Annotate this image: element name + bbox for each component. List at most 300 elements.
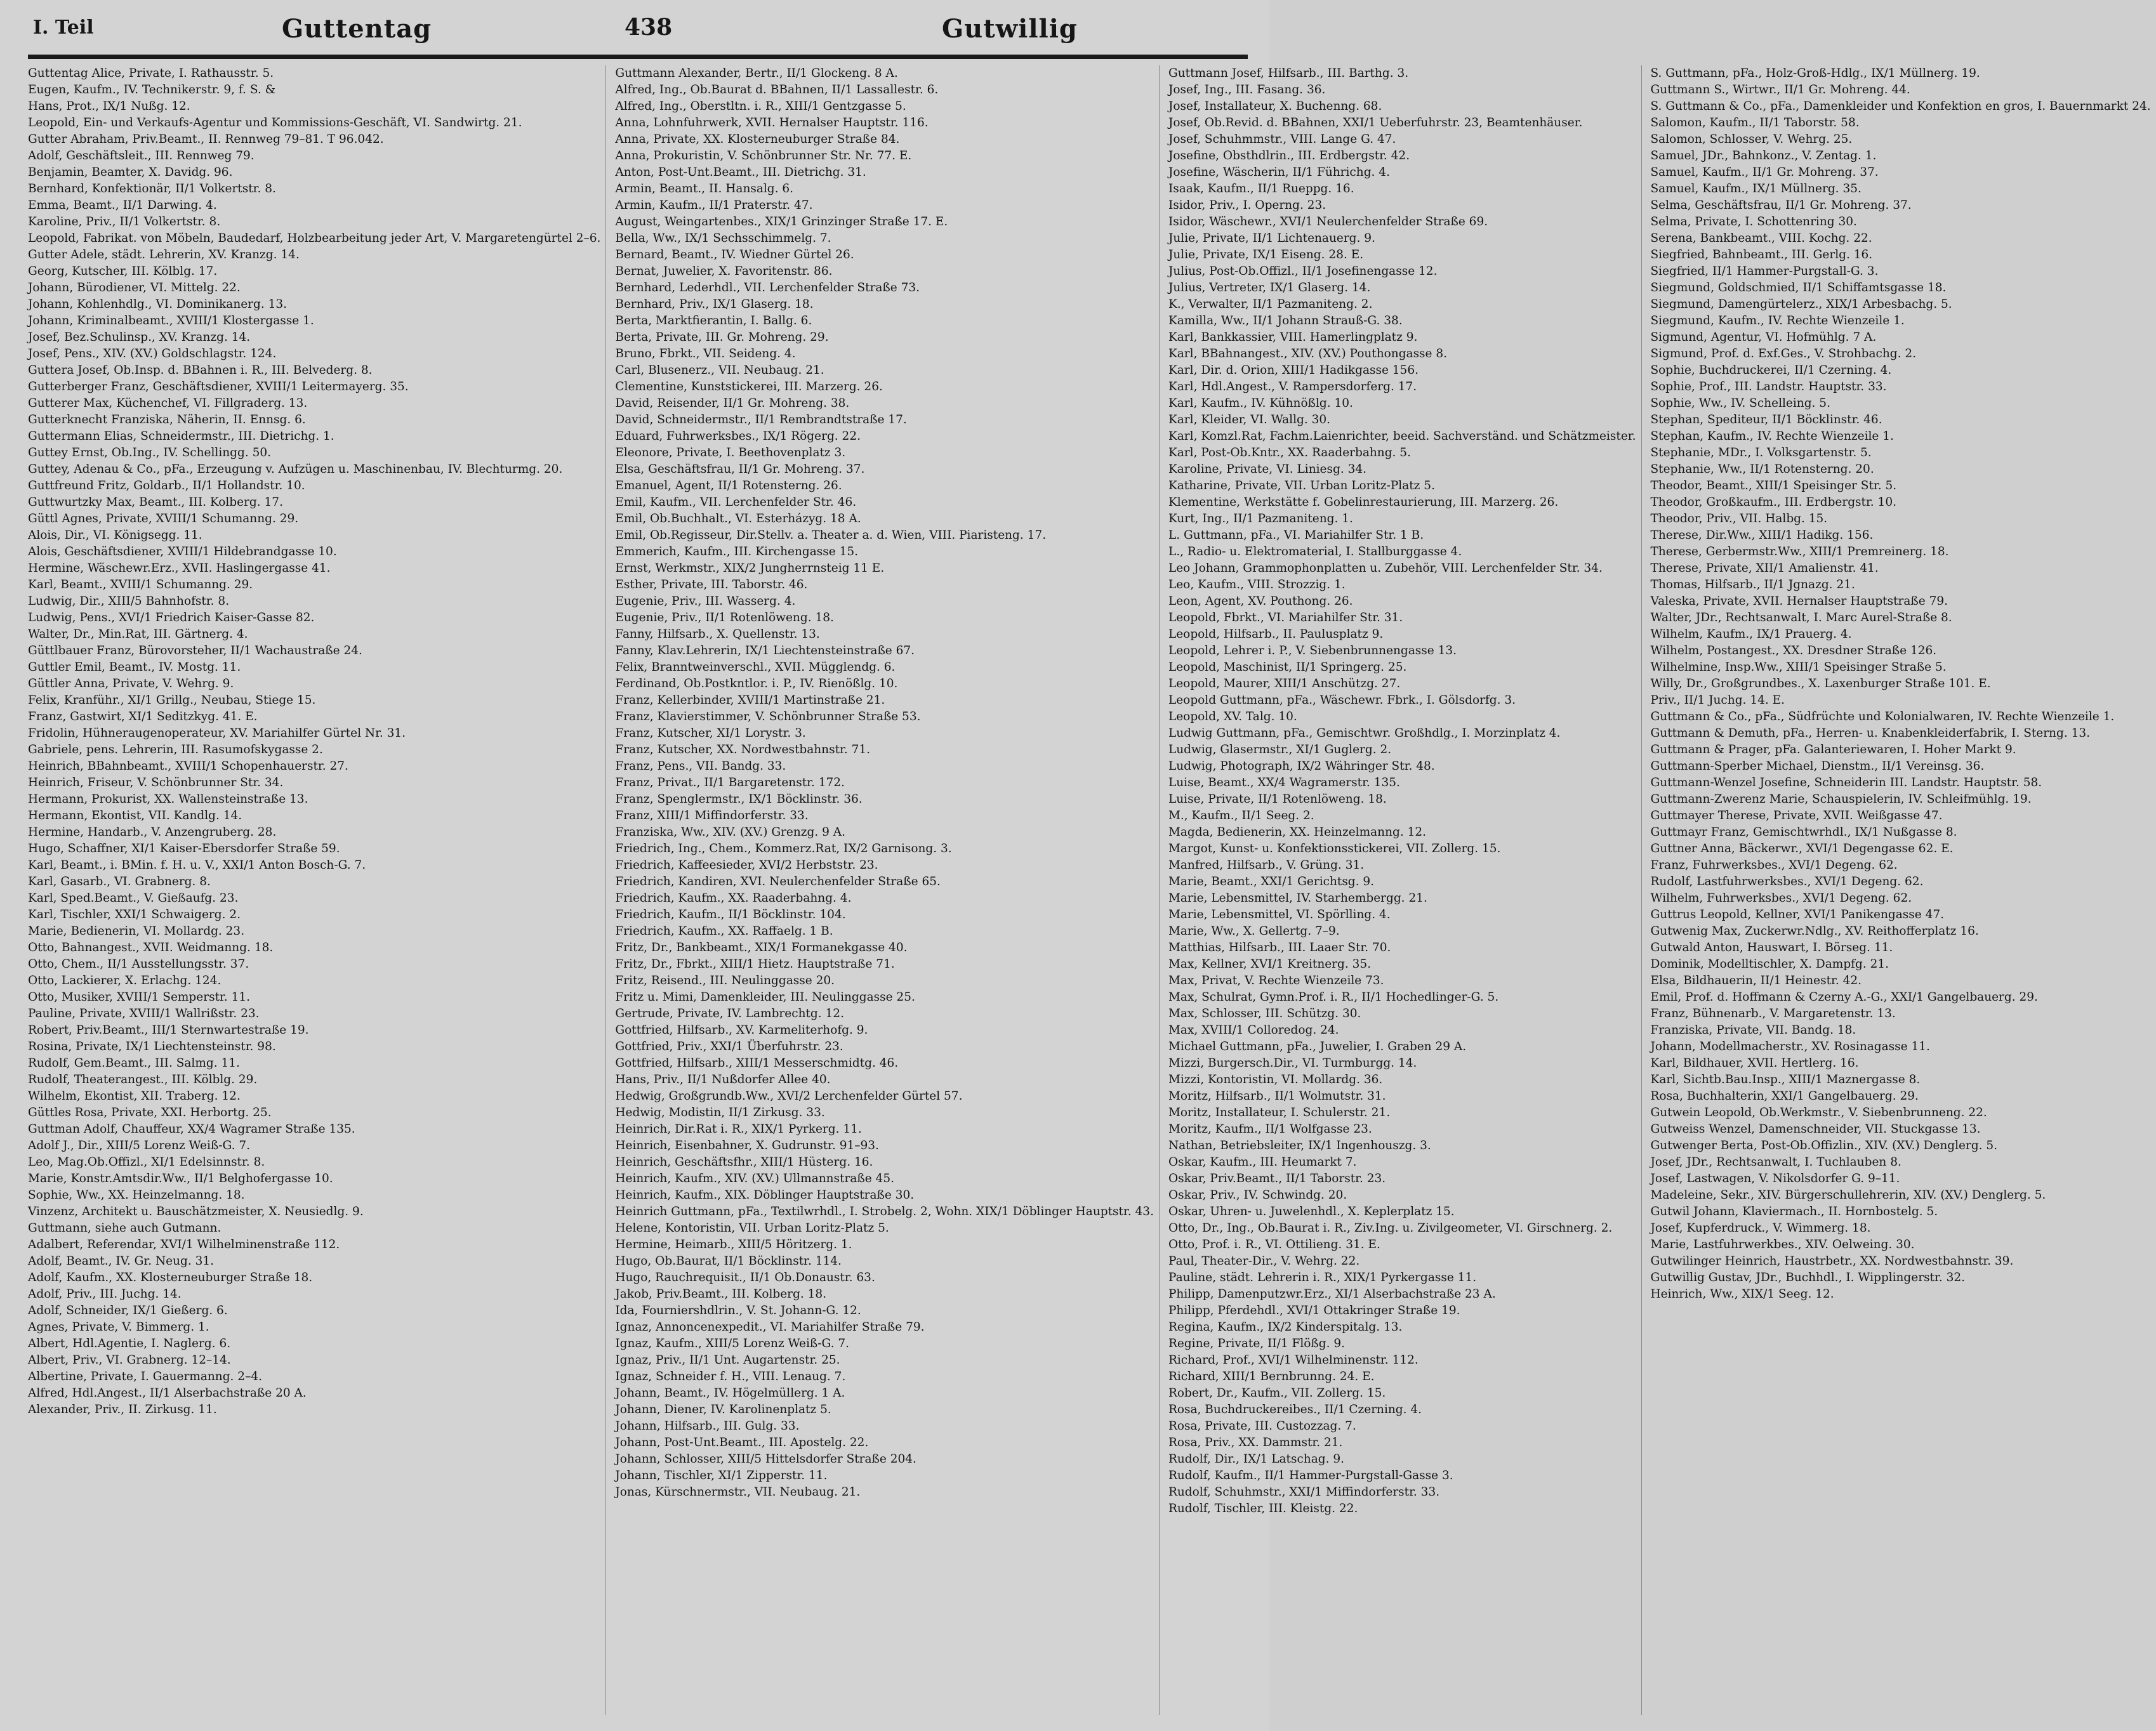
directory-entry: Hans, Prot., IX/1 Nußg. 12. [28,100,190,113]
directory-entry: Adolf, Beamt., IV. Gr. Neug. 31. [28,1254,215,1268]
directory-entry: Helene, Kontoristin, VII. Urban Loritz-Platz 5. [615,1221,889,1235]
directory-entry: Guttman Adolf, Chauffeur, XX/4 Wagramer Straße 135. [28,1122,355,1136]
directory-entry: Rudolf, Lastfuhrwerksbes., XVI/1 Degeng. 62. [1650,875,1924,888]
directory-entry: Agnes, Private, V. Bimmerg. 1. [28,1320,209,1334]
directory-entry: Leopold, Maschinist, II/1 Springerg. 25. [1168,661,1407,674]
directory-entry: Regine, Private, II/1 Flößg. 9. [1168,1337,1346,1350]
directory-entry: Heinrich, BBahnbeamt., XVIII/1 Schopenhauerstr. 27. [28,760,348,773]
directory-entry: Josef, Ob.Revid. d. BBahnen, XXI/1 Ueberfuhrstr. 23, Beamtenhäuser. [1168,116,1583,129]
directory-entry: Gottfried, Hilfsarb., XIII/1 Messerschmidtg. 46. [615,1056,899,1070]
directory-entry: Armin, Beamt., II. Hansalg. 6. [615,182,794,195]
directory-entry: Güttl Agnes, Private, XVIII/1 Schumanng. 29. [28,512,299,525]
directory-entry: Max, Schulrat, Gymn.Prof. i. R., II/1 Hochedlinger-G. 5. [1168,991,1499,1004]
directory-entry: Emil, Kaufm., VII. Lerchenfelder Str. 46. [615,496,857,509]
directory-entry: Karl, Gasarb., VI. Grabnerg. 8. [28,875,211,888]
directory-entry: Oskar, Kaufm., III. Heumarkt 7. [1168,1155,1357,1169]
directory-entry: Wilhelm, Ekontist, XII. Traberg. 12. [28,1089,241,1103]
directory-entry: Vinzenz, Architekt u. Bauschätzmeister, X. Neusiedlg. 9. [28,1205,364,1218]
columns [28,65,2151,1715]
part-label: I. Teil [33,16,94,39]
directory-entry: Franz, Pens., VII. Bandg. 33. [615,760,786,773]
directory-entry: Magda, Bedienerin, XX. Heinzelmanng. 12. [1168,826,1427,839]
directory-entry: Luise, Private, II/1 Rotenlöweng. 18. [1168,793,1387,806]
directory-entry: Johann, Beamt., IV. Högelmüllerg. 1 A. [615,1386,845,1400]
directory-entry: Ignaz, Annoncenexpedit., VI. Mariahilfer Straße 79. [615,1320,925,1334]
directory-entry: Hermann, Prokurist, XX. Wallensteinstraße 13. [28,793,308,806]
directory-entry: Sophie, Ww., IV. Schellеing. 5. [1650,397,1830,410]
directory-entry: Anton, Post-Unt.Beamt., III. Dietrichg. 31. [615,166,866,179]
directory-entry: Otto, Prof. i. R., VI. Ottilieng. 31. E. [1168,1238,1380,1251]
directory-entry: Bernard, Beamt., IV. Wiedner Gürtel 26. [615,248,854,261]
directory-entry: Philipp, Damenputzwr.Erz., XI/1 Alserbachstraße 23 A. [1168,1287,1496,1301]
directory-entry: Kurt, Ing., II/1 Pazmaniteng. 1. [1168,512,1353,525]
directory-entry: Franz, Privat., II/1 Bargaretenstr. 172. [615,776,845,789]
directory-entry: Fridolin, Hühneraugenoperateur, XV. Mariahilfer Gürtel Nr. 31. [28,727,406,740]
directory-entry: Hermann, Ekontist, VII. Kandlg. 14. [28,809,242,822]
directory-entry: Luise, Beamt., XX/4 Wagramerstr. 135. [1168,776,1400,789]
directory-entry: Berta, Marktfierantin, I. Ballg. 6. [615,314,812,327]
directory-entry: Max, Kellner, XVI/1 Kreitnerg. 35. [1168,958,1372,971]
directory-entry: Franz, XIII/1 Miffindorferstr. 33. [615,809,809,822]
directory-entry: M., Kaufm., II/1 Seeg. 2. [1168,809,1314,822]
directory-entry: Heinrich, Eisenbahner, X. Gudrunstr. 91–93. [615,1139,879,1152]
directory-entry: Gutter Abraham, Priv.Beamt., II. Rennweg 79–81. T 96.042. [28,133,384,146]
column-3 [1168,65,1642,1715]
directory-entry: Gutweiss Wenzel, Damenschneider, VII. Stuckgasse 13. [1650,1122,1981,1136]
directory-entry: Bernat, Juwelier, X. Favoritenstr. 86. [615,265,833,278]
directory-entry: Willy, Dr., Großgrundbes., X. Laxenburger Straße 101. E. [1650,677,1991,690]
directory-entry: Elsa, Geschäftsfrau, II/1 Gr. Mohreng. 37. [615,463,865,476]
directory-entry: Margot, Kunst- u. Konfektionsstickerei, VII. Zollerg. 15. [1168,842,1501,855]
directory-entry: Friedrich, Kaufm., II/1 Böcklinstr. 104. [615,908,846,921]
directory-entry: Ludwig, Dir., XIII/5 Bahnhofstr. 8. [28,595,230,608]
directory-entry: Rudolf, Theaterangest., III. Kölblg. 29. [28,1073,258,1086]
directory-entry: Guttler Emil, Beamt., IV. Mostg. 11. [28,661,241,674]
directory-entry: Karl, Dir. d. Orion, XIII/1 Hadikgasse 156. [1168,364,1419,377]
directory-entry: Sophie, Buchdruckerei, II/1 Czerning. 4. [1650,364,1892,377]
directory-entry: Gertrude, Private, IV. Lambrechtg. 12. [615,1007,844,1020]
directory-entry: Gutter Adele, städt. Lehrerin, XV. Kranzg. 14. [28,248,300,261]
directory-entry: Albert, Priv., VI. Grabnerg. 12–14. [28,1353,231,1367]
directory-entry: Siegmund, Damengürtelerz., XIX/1 Arbesbachg. 5. [1650,298,1952,311]
directory-entry: Walter, JDr., Rechtsanwalt, I. Marc Aurel-Straße 8. [1650,611,1952,624]
directory-entry: Josef, Bez.Schulinsp., XV. Kranzg. 14. [28,331,251,344]
directory-entry: Ludwig, Photograph, IX/2 Währinger Str. 48. [1168,760,1435,773]
directory-entry: Sigmund, Prof. d. Exf.Ges., V. Strohbachg. 2. [1650,347,1917,360]
directory-entry: Heinrich, Kaufm., XIV. (XV.) Ullmannstraße 45. [615,1172,894,1185]
directory-entry: Julius, Post-Ob.Offizl., II/1 Josefinengasse 12. [1168,265,1438,278]
directory-entry: Richard, Prof., XVI/1 Wilhelminenstr. 112. [1168,1353,1419,1367]
directory-entry: Leopold Guttmann, pFa., Wäschewr. Fbrk., I. Gölsdorfg. 3. [1168,694,1516,707]
directory-entry: Johann, Post-Unt.Beamt., III. Apostelg. 22. [615,1436,869,1449]
directory-entry: Guttmann-Zwerenz Marie, Schauspielerin, IV. Schleifmühlg. 19. [1650,793,2032,806]
directory-entry: Fritz, Reisend., III. Neulinggasse 20. [615,974,835,987]
directory-entry: Thomas, Hilfsarb., II/1 Jgnazg. 21. [1650,578,1855,591]
directory-entry: Wilhelm, Kaufm., IX/1 Prauerg. 4. [1650,628,1852,641]
directory-entry: Emil, Ob.Buchhalt., VI. Esterházyg. 18 A. [615,512,861,525]
directory-entry: Gutwilinger Heinrich, Haustrbetr., XX. Nordwestbahnstr. 39. [1650,1254,2014,1268]
directory-entry: Oskar, Priv.Beamt., II/1 Taborstr. 23. [1168,1172,1386,1185]
page-header [28,11,1248,46]
directory-entry: Julie, Private, II/1 Lichtenauerg. 9. [1168,232,1375,245]
directory-entry: Karl, BBahnangest., XIV. (XV.) Pouthongasse 8. [1168,347,1448,360]
directory-entry: Georg, Kutscher, III. Kölblg. 17. [28,265,218,278]
header-rule [28,55,1248,59]
directory-entry: Guttmann Josef, Hilfsarb., III. Barthg. 3. [1168,67,1409,80]
directory-entry: Friedrich, Kandiren, XVI. Neulerchenfelder Straße 65. [615,875,941,888]
directory-entry: Guttey Ernst, Ob.Ing., IV. Schellingg. 50. [28,446,272,459]
directory-entry: Emil, Ob.Regisseur, Dir.Stellv. a. Theater a. d. Wien, VIII. Piaristeng. 17. [615,529,1047,542]
directory-entry: Heinrich, Dir.Rat i. R., XIX/1 Pyrkerg. 11. [615,1122,862,1136]
directory-entry: Guttmann S., Wirtwr., II/1 Gr. Mohreng. 44. [1650,83,1910,96]
directory-entry: Guttmann & Demuth, pFa., Herren- u. Knabenkleiderfabrik, I. Sterng. 13. [1650,727,2091,740]
directory-entry: Josef, Ing., III. Fasang. 36. [1168,83,1326,96]
directory-entry: Gutterknecht Franziska, Näherin, II. Ennsg. 6. [28,413,306,426]
directory-entry: Leopold, Maurer, XIII/1 Anschützg. 27. [1168,677,1401,690]
directory-entry: Karoline, Priv., II/1 Volkertstr. 8. [28,215,221,228]
directory-entry: Samuel, Kaufm., IX/1 Müllnerg. 35. [1650,182,1862,195]
directory-entry: S. Guttmann & Co., pFa., Damenkleider und Konfektion en gros, I. Bauernmarkt 24. [1650,100,2151,113]
directory-entry: Leopold, Hilfsarb., II. Paulusplatz 9. [1168,628,1384,641]
column-4 [1651,65,2156,1715]
directory-entry: Theodor, Beamt., XIII/1 Speisinger Str. 5. [1650,479,1897,492]
directory-entry: Guttmann, siehe auch Gutmann. [28,1221,222,1235]
directory-entry: Therese, Private, XII/1 Amalienstr. 41. [1650,562,1879,575]
directory-entry: Bernhard, Lederhdl., VII. Lerchenfelder Straße 73. [615,281,920,294]
directory-entry: Berta, Private, III. Gr. Mohreng. 29. [615,331,829,344]
directory-entry: Guttera Josef, Ob.Insp. d. BBahnen i. R., III. Belvederg. 8. [28,364,373,377]
directory-entry: Isaak, Kaufm., II/1 Rueppg. 16. [1168,182,1354,195]
directory-entry: Johann, Kohlenhdlg., VI. Dominikanerg. 13. [28,298,288,311]
directory-entry: S. Guttmann, pFa., Holz-Groß-Hdlg., IX/1 Müllnerg. 19. [1650,67,1980,80]
directory-entry: Franz, Klavierstimmer, V. Schönbrunner Straße 53. [615,710,921,723]
directory-entry: Guttmann-Wenzel Josefine, Schneiderin III. Landstr. Hauptstr. 58. [1650,776,2042,789]
directory-entry: Franziska, Private, VII. Bandg. 18. [1650,1023,1856,1037]
directory-entry: Karl, Bankkassier, VIII. Hamerlingplatz 9. [1168,331,1418,344]
directory-entry: Stephanie, Ww., II/1 Rotensterng. 20. [1650,463,1874,476]
directory-entry: Karl, Beamt., XVIII/1 Schumanng. 29. [28,578,253,591]
directory-entry: Johann, Kriminalbeamt., XVIII/1 Klostergasse 1. [28,314,314,327]
directory-entry: Moritz, Installateur, I. Schulerstr. 21. [1168,1106,1391,1119]
directory-entry: Julie, Private, IX/1 Eiseng. 28. E. [1168,248,1364,261]
directory-entry: Franz, Gastwirt, XI/1 Seditzkyg. 41. E. [28,710,258,723]
directory-entry: Alois, Geschäftsdiener, XVIII/1 Hildebrandgasse 10. [28,545,337,558]
directory-entry: Gottfried, Priv., XXI/1 Überfuhrstr. 23. [615,1040,843,1053]
directory-entry: Sophie, Ww., XX. Heinzelmanng. 18. [28,1188,245,1202]
directory-entry: Guttmayr Franz, Gemischtwrhdl., IX/1 Nußgasse 8. [1650,826,1957,839]
directory-entry: Jakob, Priv.Beamt., III. Kolberg. 18. [615,1287,827,1301]
directory-entry: Friedrich, Ing., Chem., Kommerz.Rat, IX/2 Garnisong. 3. [615,842,952,855]
directory-entry: Johann, Hilfsarb., III. Gulg. 33. [615,1419,800,1433]
directory-entry: Pauline, Private, XVIII/1 Wallrißstr. 23. [28,1007,260,1020]
directory-entry: Bernhard, Konfektionär, II/1 Volkertstr. 8. [28,182,276,195]
directory-entry: Max, XVIII/1 Colloredog. 24. [1168,1023,1339,1037]
directory-entry: Rosa, Buchdruckereibes., II/1 Czerning. 4. [1168,1403,1422,1416]
directory-entry: Albert, Hdl.Agentie, I. Naglerg. 6. [28,1337,231,1350]
directory-entry: Oskar, Uhren- u. Juwelenhdl., X. Keplerplatz 15. [1168,1205,1455,1218]
directory-entry: Leon, Agent, XV. Pouthong. 26. [1168,595,1353,608]
directory-entry: Rosa, Priv., XX. Dammstr. 21. [1168,1436,1343,1449]
directory-entry: Heinrich, Geschäftsfhr., XIII/1 Hüsterg. 16. [615,1155,873,1169]
directory-entry: L., Radio- u. Elektromaterial, I. Stallburggasse 4. [1168,545,1462,558]
last-entry-word: Gutwillig [942,14,1078,44]
directory-entry: Karl, Beamt., i. BMin. f. H. u. V., XXI/1 Anton Bosch-G. 7. [28,859,366,872]
directory-entry: Ernst, Werkmstr., XIX/2 Jungherrnsteig 11 E. [615,562,885,575]
directory-entry: Elsa, Bildhauerin, II/1 Heinestr. 42. [1650,974,1862,987]
directory-entry: Stephan, Kaufm., IV. Rechte Wienzeile 1. [1650,430,1894,443]
directory-entry: Moritz, Hilfsarb., II/1 Wolmutstr. 31. [1168,1089,1386,1103]
directory-entry: Güttlbauer Franz, Bürovorsteher, II/1 Wachaustraße 24. [28,644,362,657]
directory-entry: Siegmund, Kaufm., IV. Rechte Wienzeile 1. [1650,314,1905,327]
directory-entry: Leo Johann, Grammophonplatten u. Zubehör, VIII. Lerchenfelder Str. 34. [1168,562,1603,575]
directory-entry: Selma, Private, I. Schottenring 30. [1650,215,1857,228]
directory-entry: Ida, Fourniershdlrin., V. St. Johann-G. 12. [615,1304,861,1317]
directory-entry: Matthias, Hilfsarb., III. Laaer Str. 70. [1168,941,1391,954]
directory-entry: Guttmann & Prager, pFa. Galanteriewaren, I. Hoher Markt 9. [1650,743,2016,756]
directory-entry: Moritz, Kaufm., II/1 Wolfgasse 23. [1168,1122,1372,1136]
directory-entry: Armin, Kaufm., II/1 Praterstr. 47. [615,199,813,212]
directory-entry: Alois, Dir., VI. Königsegg. 11. [28,529,202,542]
directory-entry: David, Reisender, II/1 Gr. Mohreng. 38. [615,397,850,410]
directory-entry: Emil, Prof. d. Hoffmann & Czerny A.-G., XXI/1 Gangelbauerg. 29. [1650,991,2038,1004]
directory-entry: Stephan, Spediteur, II/1 Böcklinstr. 46. [1650,413,1882,426]
directory-entry: Robert, Priv.Beamt., III/1 Sternwartestraße 19. [28,1023,309,1037]
directory-entry: Gottfried, Hilfsarb., XV. Karmeliterhofg. 9. [615,1023,868,1037]
directory-entry: Josef, Kupferdruck., V. Wimmerg. 18. [1650,1221,1871,1235]
directory-entry: Marie, Lastfuhrwerkbes., XIV. Oelweing. 30. [1650,1238,1915,1251]
directory-entry: Max, Schlosser, III. Schützg. 30. [1168,1007,1361,1020]
directory-entry: Leo, Mag.Ob.Offizl., XI/1 Edelsinnstr. 8. [28,1155,265,1169]
directory-entry: Julius, Vertreter, IX/1 Glaserg. 14. [1168,281,1371,294]
directory-entry: David, Schneidermstr., II/1 Rembrandtstraße 17. [615,413,907,426]
directory-entry: Siegmund, Goldschmied, II/1 Schiffamtsgasse 18. [1650,281,1947,294]
directory-entry: Adalbert, Referendar, XVI/1 Wilhelminenstraße 112. [28,1238,340,1251]
directory-entry: Salomon, Kaufm., II/1 Taborstr. 58. [1650,116,1860,129]
directory-entry: Hugo, Schaffner, XI/1 Kaiser-Ebersdorfer Straße 59. [28,842,340,855]
directory-entry: Josef, Lastwagen, V. Nikolsdorfer G. 9–11. [1650,1172,1900,1185]
directory-entry: Marie, Ww., X. Gellertg. 7–9. [1168,925,1340,938]
directory-entry: Emmerich, Kaufm., III. Kirchengasse 15. [615,545,859,558]
directory-entry: Johann, Schlosser, XIII/5 Hittelsdorfer Straße 204. [615,1452,916,1466]
directory-entry: Heinrich, Friseur, V. Schönbrunner Str. 34. [28,776,284,789]
directory-entry: Gabriele, pens. Lehrerin, III. Rasumofskygasse 2. [28,743,323,756]
directory-entry: Franziska, Ww., XIV. (XV.) Grenzg. 9 A. [615,826,846,839]
directory-entry: Anna, Private, XX. Klosterneuburger Straße 84. [615,133,900,146]
directory-entry: Salomon, Schlosser, V. Wehrg. 25. [1650,133,1853,146]
directory-entry: K., Verwalter, II/1 Pazmaniteng. 2. [1168,298,1373,311]
directory-entry: Franz, Bühnenarb., V. Margaretenstr. 13. [1650,1007,1896,1020]
directory-entry: Theodor, Priv., VII. Halbg. 15. [1650,512,1828,525]
directory-entry: Marie, Beamt., XXI/1 Gerichtsg. 9. [1168,875,1375,888]
directory-entry: Fritz u. Mimi, Damenkleider, III. Neulinggasse 25. [615,991,915,1004]
directory-entry: Guttentag Alice, Private, I. Rathausstr. 5. [28,67,274,80]
column-2 [615,65,1160,1715]
directory-entry: Max, Privat, V. Rechte Wienzeile 73. [1168,974,1384,987]
directory-entry: Hedwig, Modistin, II/1 Zirkusg. 33. [615,1106,825,1119]
directory-entry: Felix, Branntweinverschl., XVII. Mügglendg. 6. [615,661,896,674]
directory-entry: Marie, Lebensmittel, IV. Starhembergg. 21. [1168,892,1427,905]
directory-entry: Gutwenger Berta, Post-Ob.Offizlin., XIV. (XV.) Denglerg. 5. [1650,1139,1998,1152]
directory-entry: Dominik, Modelltischler, X. Dampfg. 21. [1650,958,1889,971]
directory-entry: Rosina, Private, IX/1 Liechtensteinstr. 98. [28,1040,276,1053]
directory-entry: Albertine, Private, I. Gauermanng. 2–4. [28,1370,262,1383]
directory-entry: Theodor, Großkaufm., III. Erdbergstr. 10. [1650,496,1896,509]
directory-entry: Stephanie, MDr., I. Volksgartenstr. 5. [1650,446,1872,459]
directory-entry: Samuel, Kaufm., II/1 Gr. Mohreng. 37. [1650,166,1879,179]
directory-entry: Eduard, Fuhrwerksbes., IX/1 Rögerg. 22. [615,430,861,443]
directory-entry: Madeleine, Sekr., XIV. Bürgerschullehrerin, XIV. (XV.) Denglerg. 5. [1650,1188,2046,1202]
directory-entry: Fanny, Hilfsarb., X. Quellenstr. 13. [615,628,820,641]
directory-entry: Josef, Pens., XIV. (XV.) Goldschlagstr. 124. [28,347,277,360]
directory-entry: Wilhelmine, Insp.Ww., XIII/1 Speisinger Straße 5. [1650,661,1947,674]
directory-entry: Benjamin, Beamter, X. Davidg. 96. [28,166,233,179]
directory-entry: Walter, Dr., Min.Rat, III. Gärtnerg. 4. [28,628,248,641]
directory-entry: Adolf, Priv., III. Juchg. 14. [28,1287,182,1301]
directory-entry: Karl, Bildhauer, XVII. Hertlerg. 16. [1650,1056,1859,1070]
directory-entry: Philipp, Pferdehdl., XVI/1 Ottakringer Straße 19. [1168,1304,1460,1317]
directory-entry: Johann, Tischler, XI/1 Zipperstr. 11. [615,1469,828,1482]
directory-entry: Adolf, Kaufm., XX. Klosterneuburger Straße 18. [28,1271,313,1284]
directory-entry: Karl, Tischler, XXI/1 Schwaigerg. 2. [28,908,241,921]
directory-entry: Jonas, Kürschnermstr., VII. Neubaug. 21. [615,1485,861,1499]
directory-entry: Richard, XIII/1 Bernbrunng. 24. E. [1168,1370,1375,1383]
directory-entry: Guttmann Alexander, Bertr., II/1 Glockeng. 8 A. [615,67,898,80]
directory-entry: Leopold, Lehrer i. P., V. Siebenbrunnengasse 13. [1168,644,1457,657]
directory-entry: Otto, Dr., Ing., Ob.Baurat i. R., Ziv.Ing. u. Zivilgeometer, VI. Girschnerg. 2. [1168,1221,1613,1235]
directory-entry: Therese, Dir.Ww., XIII/1 Hadikg. 156. [1650,529,1874,542]
directory-entry: Guttermann Elias, Schneidermstr., III. Dietrichg. 1. [28,430,334,443]
directory-entry: Guttfreund Fritz, Goldarb., II/1 Hollandstr. 10. [28,479,305,492]
directory-entry: Siegfried, Bahnbeamt., III. Gerlg. 16. [1650,248,1873,261]
directory-entry: Josef, Schuhmmstr., VIII. Lange G. 47. [1168,133,1396,146]
directory-entry: Johann, Modellmacherstr., XV. Rosinagasse 11. [1650,1040,1930,1053]
directory-entry: Hermine, Handarb., V. Anzengruberg. 28. [28,826,277,839]
directory-entry: Heinrich, Kaufm., XIX. Döblinger Hauptstraße 30. [615,1188,915,1202]
directory-entry: Felix, Kranführ., XI/1 Grillg., Neubau, Stiege 15. [28,694,316,707]
directory-entry: Rudolf, Gem.Beamt., III. Salmg. 11. [28,1056,240,1070]
directory-entry: Paul, Theater-Dir., V. Wehrg. 22. [1168,1254,1360,1268]
directory-entry: Anna, Lohnfuhrwerk, XVII. Hernalser Hauptstr. 116. [615,116,929,129]
directory-entry: Guttmayer Therese, Private, XVII. Weißgasse 47. [1650,809,1943,822]
directory-entry: Gutwenig Max, Zuckerwr.Ndlg., XV. Reithofferplatz 16. [1650,925,1979,938]
directory-entry: Ludwig Guttmann, pFa., Gemischtwr. Großhdlg., I. Morzinplatz 4. [1168,727,1561,740]
directory-entry: Alfred, Ing., Oberstltn. i. R., XIII/1 Gentzgasse 5. [615,100,906,113]
directory-entry: Karl, Kleider, VI. Wallg. 30. [1168,413,1331,426]
page-number: 438 [625,14,673,41]
directory-entry: Wilhelm, Fuhrwerksbes., XVI/1 Degeng. 62. [1650,892,1912,905]
directory-entry: Guttmann-Sperber Michael, Dienstm., II/1 Vereinsg. 36. [1650,760,1985,773]
directory-entry: Therese, Gerbermstr.Ww., XIII/1 Premreinerg. 18. [1650,545,1949,558]
directory-entry: Eugenie, Priv., II/1 Rotenlöweng. 18. [615,611,834,624]
directory-entry: Franz, Kutscher, XI/1 Lorystr. 3. [615,727,806,740]
directory-entry: Serena, Bankbeamt., VIII. Kochg. 22. [1650,232,1872,245]
directory-entry: Priv., II/1 Juchg. 14. E. [1650,694,1785,707]
directory-entry: Marie, Lebensmittel, VI. Spörlling. 4. [1168,908,1391,921]
directory-entry: Leo, Kaufm., VIII. Strozzig. 1. [1168,578,1346,591]
directory-entry: Güttles Rosa, Private, XXI. Herbortg. 25. [28,1106,272,1119]
directory-entry: Katharine, Private, VII. Urban Loritz-Platz 5. [1168,479,1435,492]
directory-entry: Leopold, Fabrikat. von Möbeln, Baudedarf, Holzbearbeitung jeder Art, V. Margaretengürtel 2–6. [28,232,601,245]
directory-entry: Fritz, Dr., Fbrkt., XIII/1 Hietz. Hauptstraße 71. [615,958,895,971]
directory-entry: Friedrich, Kaufm., XX. Raffaelg. 1 B. [615,925,833,938]
directory-entry: Eugenie, Priv., III. Wasserg. 4. [615,595,796,608]
directory-entry: Ludwig, Glasermstr., XI/1 Guglerg. 2. [1168,743,1392,756]
directory-entry: Gutwein Leopold, Ob.Werkmstr., V. Siebenbrunneng. 22. [1650,1106,1987,1119]
directory-entry: Alexander, Priv., II. Zirkusg. 11. [28,1403,217,1416]
directory-entry: Wilhelm, Postangest., XX. Dresdner Straße 126. [1650,644,1937,657]
directory-entry: Sigmund, Agentur, VI. Hofmühlg. 7 A. [1650,331,1877,344]
directory-entry: Adolf J., Dir., XIII/5 Lorenz Weiß-G. 7. [28,1139,251,1152]
directory-entry: Ignaz, Kaufm., XIII/5 Lorenz Weiß-G. 7. [615,1337,850,1350]
directory-entry: Rosa, Private, III. Custozzag. 7. [1168,1419,1356,1433]
directory-entry: Gutterberger Franz, Geschäftsdiener, XVIII/1 Leitermayerg. 35. [28,380,409,393]
directory-entry: Bella, Ww., IX/1 Sechsschimmelg. 7. [615,232,831,245]
directory-entry: Karl, Kaufm., IV. Kühnößlg. 10. [1168,397,1353,410]
directory-entry: Gutwald Anton, Hauswart, I. Börseg. 11. [1650,941,1893,954]
directory-entry: Hermine, Heimarb., XIII/5 Höritzerg. 1. [615,1238,852,1251]
directory-entry: Esther, Private, III. Taborstr. 46. [615,578,808,591]
directory-entry: Mizzi, Burgersch.Dir., VI. Turmburgg. 14. [1168,1056,1417,1070]
directory-entry: Kamilla, Ww., II/1 Johann Strauß-G. 38. [1168,314,1403,327]
directory-entry: Hermine, Wäschewr.Erz., XVII. Haslingergasse 41. [28,562,331,575]
directory-entry: Oskar, Priv., IV. Schwindg. 20. [1168,1188,1347,1202]
directory-entry: Samuel, JDr., Bahnkonz., V. Zentag. 1. [1650,149,1877,162]
directory-entry: L. Guttmann, pFa., VI. Mariahilfer Str. 1 B. [1168,529,1424,542]
directory-entry: Rudolf, Tischler, III. Kleistg. 22. [1168,1502,1358,1515]
directory-entry: Josef, JDr., Rechtsanwalt, I. Tuchlauben 8. [1650,1155,1901,1169]
directory-entry: Mizzi, Kontoristin, VI. Mollardg. 36. [1168,1073,1383,1086]
directory-entry: Guttner Anna, Bäckerwr., XVI/1 Degengasse 62. E. [1650,842,1954,855]
directory-entry: Josefine, Obsthdlrin., III. Erdbergstr. 42. [1168,149,1410,162]
directory-entry: Ignaz, Priv., II/1 Unt. Augartenstr. 25. [615,1353,840,1367]
directory-entry: Michael Guttmann, pFa., Juwelier, I. Graben 29 A. [1168,1040,1467,1053]
directory-entry: Guttey, Adenau & Co., pFa., Erzeugung v. Aufzügen u. Maschinenbau, IV. Blechturmg. 20. [28,463,563,476]
directory-entry: Guttmann & Co., pFa., Südfrüchte und Kolonialwaren, IV. Rechte Wienzeile 1. [1650,710,2115,723]
directory-entry: Hans, Priv., II/1 Nußdorfer Allee 40. [615,1073,831,1086]
directory-entry: Marie, Konstr.Amtsdir.Ww., II/1 Belghofergasse 10. [28,1172,333,1185]
directory-entry: Otto, Bahnangest., XVII. Weidmanng. 18. [28,941,274,954]
directory-entry: Hedwig, Großgrundb.Ww., XVI/2 Lerchenfelder Gürtel 57. [615,1089,963,1103]
directory-entry: Bernhard, Priv., IX/1 Glaserg. 18. [615,298,814,311]
directory-entry: Nathan, Betriebsleiter, IX/1 Ingenhouszg. 3. [1168,1139,1431,1152]
directory-entry: Carl, Blusenerz., VII. Neubaug. 21. [615,364,824,377]
directory-entry: Isidor, Priv., I. Operng. 23. [1168,199,1326,212]
directory-entry: Ferdinand, Ob.Postkntlor. i. P., IV. Rienößlg. 10. [615,677,898,690]
directory-entry: Bruno, Fbrkt., VII. Seideng. 4. [615,347,796,360]
directory-entry: Selma, Geschäftsfrau, II/1 Gr. Mohreng. 37. [1650,199,1912,212]
directory-entry: Rosa, Buchhalterin, XXI/1 Gangelbauerg. 29. [1650,1089,1919,1103]
directory-entry: Guttrus Leopold, Kellner, XVI/1 Panikengasse 47. [1650,908,1944,921]
directory-entry: Gutwillig Gustav, JDr., Buchhdl., I. Wipplingerstr. 32. [1650,1271,1965,1284]
directory-entry: Josefine, Wäscherin, II/1 Führichg. 4. [1168,166,1390,179]
directory-entry: Emma, Beamt., II/1 Darwing. 4. [28,199,217,212]
directory-entry: Heinrich Guttmann, pFa., Textilwrhdl., I. Strobelg. 2, Wohn. XIX/1 Döblinger Hauptstr. 43. [615,1205,1154,1218]
directory-entry: Rudolf, Dir., IX/1 Latschag. 9. [1168,1452,1345,1466]
directory-entry: Fanny, Klav.Lehrerin, IX/1 Liechtensteinstraße 67. [615,644,915,657]
directory-entry: Fritz, Dr., Bankbeamt., XIX/1 Formanekgasse 40. [615,941,908,954]
first-entry-word: Guttentag [282,14,432,44]
directory-entry: Alfred, Hdl.Angest., II/1 Alserbachstraße 20 A. [28,1386,307,1400]
directory-entry: Emanuel, Agent, II/1 Rotensterng. 26. [615,479,842,492]
directory-entry: Valeska, Private, XVII. Hernalser Hauptstraße 79. [1650,595,1948,608]
directory-entry: Hugo, Ob.Baurat, II/1 Böcklinstr. 114. [615,1254,842,1268]
column-1 [28,65,606,1715]
directory-entry: Anna, Prokuristin, V. Schönbrunner Str. Nr. 77. E. [615,149,912,162]
directory-entry: Rudolf, Kaufm., II/1 Hammer-Purgstall-Gasse 3. [1168,1469,1453,1482]
directory-entry: Karl, Hdl.Angest., V. Rampersdorferg. 17. [1168,380,1417,393]
directory-entry: Leopold, Fbrkt., VI. Mariahilfer Str. 31. [1168,611,1403,624]
directory-entry: Hugo, Rauchrequisit., II/1 Ob.Donaustr. 63. [615,1271,875,1284]
